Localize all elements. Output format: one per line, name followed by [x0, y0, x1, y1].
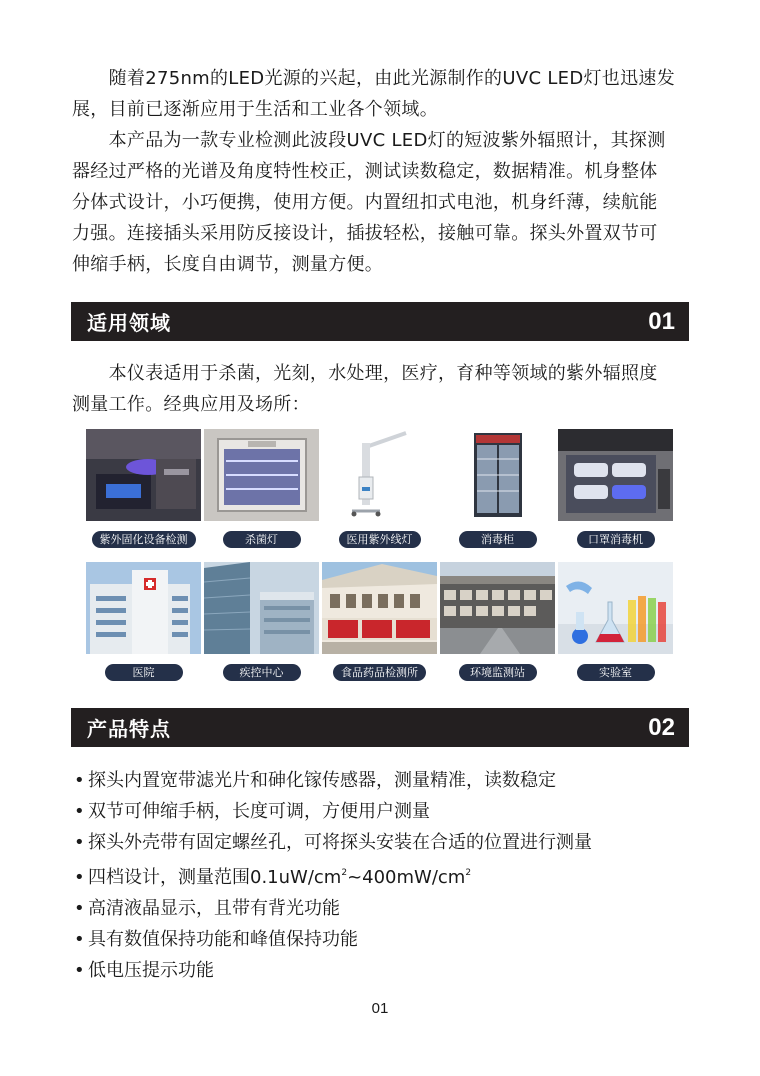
- cdc-building-photo: [204, 562, 319, 654]
- text-line: 本产品为一款专业检测此波段UVC LED灯的短波紫外辐照计，其探测: [72, 130, 666, 151]
- text-line: 分体式设计，小巧便携，使用方便。内置纽扣式电池，机身纤薄，续航能: [72, 192, 658, 213]
- gallery-item: [86, 429, 201, 548]
- gallery-item: [86, 562, 201, 681]
- intro-paragraph-2: [72, 125, 692, 280]
- feature-text: 双节可伸缩手柄，长度可调，方便用户测量: [88, 801, 430, 822]
- bullet-icon: •: [74, 770, 85, 791]
- intro-paragraph-1: [72, 63, 692, 125]
- feature-item: [74, 955, 694, 986]
- superscript: 2: [465, 868, 472, 878]
- feature-text: 具有数值保持功能和峰值保持功能: [88, 929, 358, 950]
- feature-text: 低电压提示功能: [88, 960, 214, 981]
- feature-text: ~400mW/cm: [347, 867, 466, 888]
- gallery-label: 实验室: [577, 664, 655, 681]
- bullet-icon: •: [74, 929, 85, 950]
- text-line: 力强。连接插头采用防反接设计，插拔轻松，接触可靠。探头外置双节可: [72, 223, 658, 244]
- bullet-icon: •: [74, 898, 85, 919]
- superscript: 2: [341, 868, 348, 878]
- bullet-icon: •: [74, 832, 85, 853]
- feature-text: 探头内置宽带滤光片和砷化镓传感器，测量精准，读数稳定: [88, 770, 556, 791]
- page-number: 01: [371, 1000, 389, 1017]
- feature-text: 高清液晶显示，且带有背光功能: [88, 898, 340, 919]
- section-header-applications: [71, 302, 689, 341]
- text-line: 展，目前已逐渐应用于生活和工业各个领域。: [72, 99, 438, 120]
- feature-item: [74, 765, 694, 796]
- gallery-item: [322, 429, 437, 548]
- text-line: 随着275nm的LED光源的兴起，由此光源制作的UVC LED灯也迅速发: [72, 68, 675, 89]
- gallery-label: 杀菌灯: [223, 531, 301, 548]
- gallery-item: [440, 562, 555, 681]
- application-gallery-row-1: [86, 429, 674, 548]
- gallery-label: 医用紫外线灯: [339, 531, 421, 548]
- section-number: 01: [648, 307, 675, 335]
- feature-item: [74, 924, 694, 955]
- feature-list: [74, 765, 694, 986]
- applications-paragraph: [72, 358, 692, 420]
- gallery-label: 食品药品检测所: [333, 664, 426, 681]
- gallery-label: 疾控中心: [223, 664, 301, 681]
- feature-item: [74, 893, 694, 924]
- sterilizer-lamp-photo: [204, 429, 319, 521]
- text-line: 伸缩手柄，长度自由调节，测量方便。: [72, 254, 384, 275]
- bullet-icon: •: [74, 867, 85, 888]
- gallery-label: 紫外固化设备检测: [92, 531, 196, 548]
- gallery-label: 消毒柜: [459, 531, 537, 548]
- bullet-icon: •: [74, 960, 85, 981]
- section-title: 适用领域: [87, 311, 171, 335]
- text-line: 器经过严格的光谱及角度特性校正，测试读数稳定，数据精准。机身整体: [72, 161, 658, 182]
- feature-item: [74, 796, 694, 827]
- gallery-item: [204, 562, 319, 681]
- hospital-photo: [86, 562, 201, 654]
- gallery-item: [204, 429, 319, 548]
- mask-sterilizer-photo: [558, 429, 673, 521]
- laboratory-photo: [558, 562, 673, 654]
- section-title: 产品特点: [87, 717, 171, 741]
- section-number: 02: [648, 713, 675, 741]
- gallery-label: 医院: [105, 664, 183, 681]
- bullet-icon: •: [74, 801, 85, 822]
- gallery-item: [322, 562, 437, 681]
- gallery-item: [440, 429, 555, 548]
- text-line: 本仪表适用于杀菌，光刻，水处理，医疗，育种等领域的紫外辐照度: [72, 363, 658, 384]
- section-header-features: [71, 708, 689, 747]
- uv-curing-photo: [86, 429, 201, 521]
- food-drug-lab-photo: [322, 562, 437, 654]
- feature-text: 探头外壳带有固定螺丝孔，可将探头安装在合适的位置进行测量: [88, 832, 592, 853]
- disinfection-cabinet-photo: [440, 429, 555, 521]
- feature-text: 四档设计，测量范围0.1uW/cm: [88, 867, 342, 888]
- gallery-label: 环境监测站: [459, 664, 537, 681]
- gallery-item: [558, 429, 673, 548]
- gallery-label: 口罩消毒机: [577, 531, 655, 548]
- medical-uv-lamp-photo: [322, 429, 437, 521]
- text-line: 测量工作。经典应用及场所：: [72, 394, 310, 415]
- feature-item: [74, 827, 694, 858]
- environment-station-photo: [440, 562, 555, 654]
- feature-item: [74, 858, 694, 893]
- application-gallery-row-2: [86, 562, 674, 681]
- gallery-item: [558, 562, 673, 681]
